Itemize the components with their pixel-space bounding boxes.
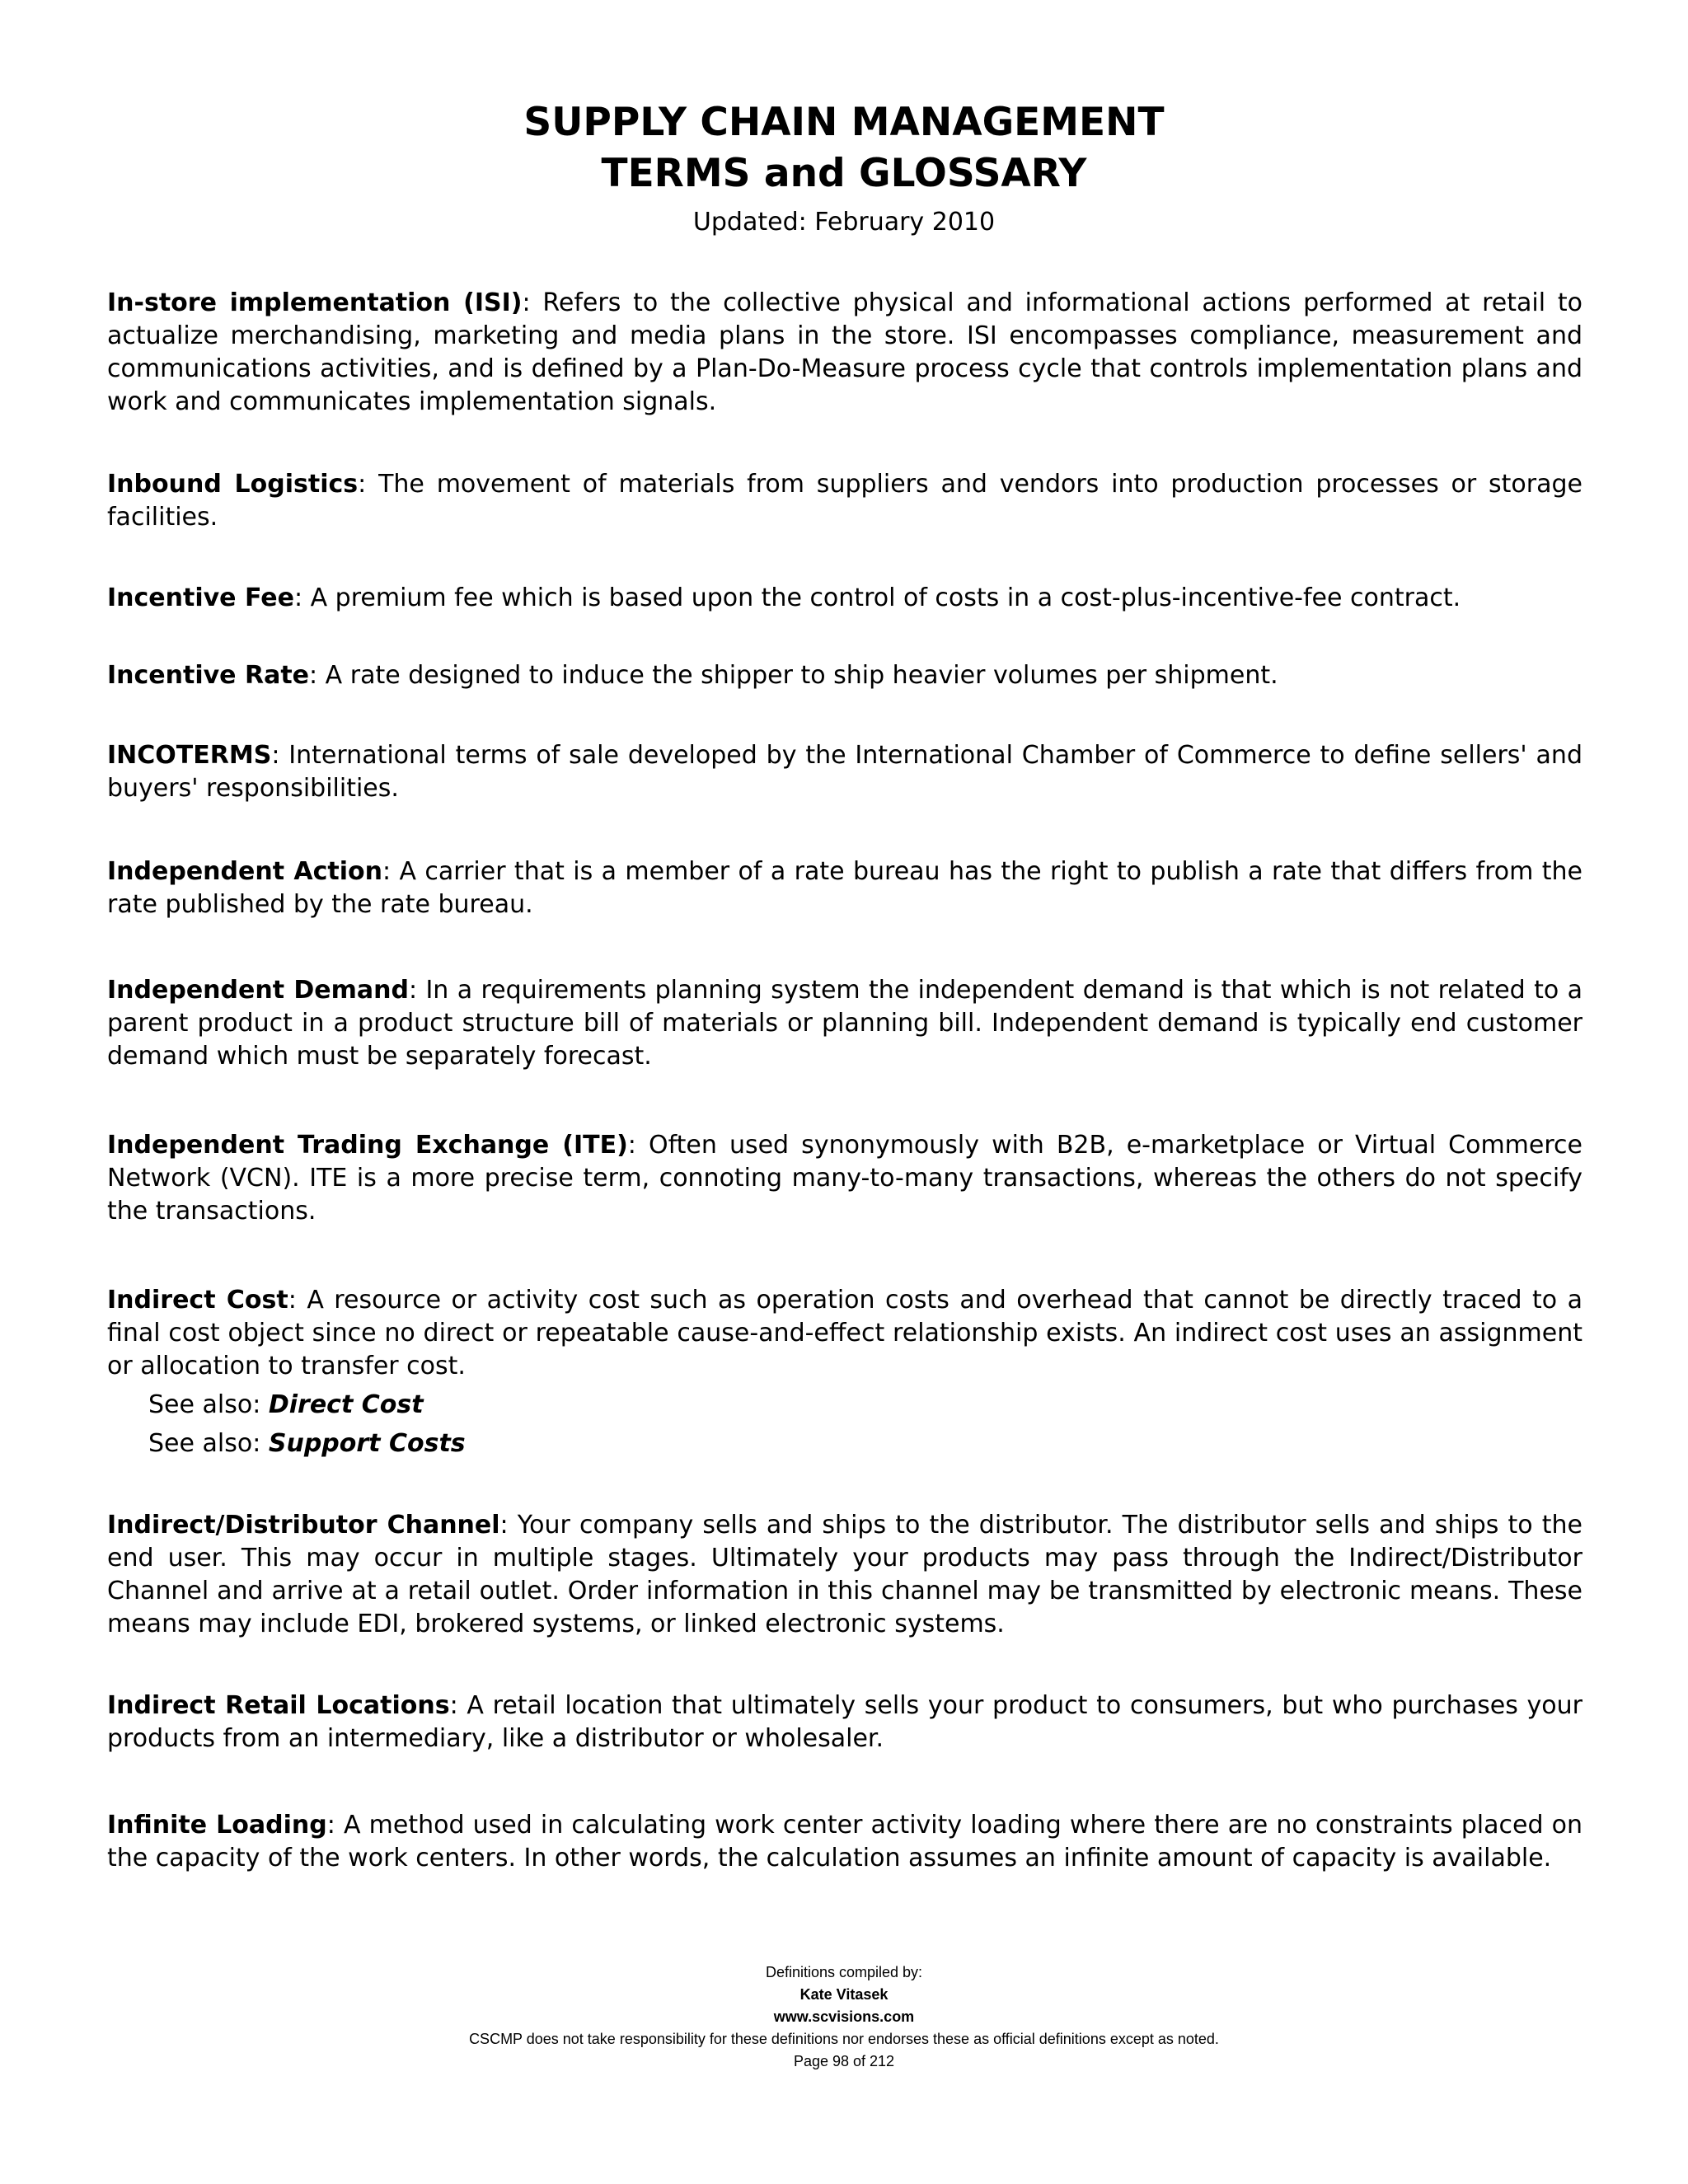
updated-date: Updated: February 2010 — [692, 208, 996, 237]
definition: A retail location that ultimately sells your product to consumers, but who purchases your products from an intermediary, like a distributor or wholesaler. — [107, 1691, 1583, 1753]
see-also-label: See also: — [148, 1429, 261, 1458]
definition: A resource or activity cost such as operation costs and overhead that cannot be directly traced to a final cost object since no direct or repeatable cause-and-effect relationship exists. An indirect cost uses an assignment or allocation to transfer cost. — [107, 1286, 1583, 1380]
page-number: Page 98 of 212 — [793, 2053, 895, 2069]
page-title — [0, 97, 1688, 199]
term: In-store implementation (ISI) — [107, 288, 523, 317]
term: Independent Trading Exchange (ITE) — [107, 1131, 628, 1160]
term: Indirect Retail Locations — [107, 1691, 450, 1720]
see-also-link[interactable]: Support Costs — [268, 1429, 466, 1458]
definition: The movement of materials from suppliers and vendors into production processes or storage facilities. — [107, 470, 1582, 532]
see-also-label: See also: — [148, 1390, 261, 1419]
glossary-entry-indirect-distributor-channel: Indirect/Distributor Channel: Your company sells and ships to the distributor. The distributor sells and ships to the end user. This may occur in multiple stages. Ultimately your products may pass through the Indirect/Distributor Channel and arrive at a retail outlet. Order information in this channel may be transmitted by electronic means. These means may include EDI, brokered systems, or linked electronic systems. — [107, 1511, 1582, 1638]
see-also-direct-cost — [148, 1389, 424, 1422]
definition: A carrier that is a member of a rate bureau has the right to publish a rate that differs from the rate published by the rate bureau. — [107, 857, 1583, 919]
glossary-entry-incentive-rate: Incentive Rate: A rate designed to induce the shipper to ship heavier volumes per shipment. — [107, 661, 1278, 690]
definition: Often used synonymously with B2B, e-marketplace or Virtual Commerce Network (VCN). ITE is a more precise term, connoting many-to-many transactions, whereas the others do not specify the transactions. — [107, 1131, 1582, 1226]
term: Indirect Cost — [107, 1286, 288, 1315]
glossary-entry-indirect-retail-locations: Indirect Retail Locations: A retail location that ultimately sells your product to consumers, but who purchases your products from an intermediary, like a distributor or wholesaler. — [107, 1691, 1583, 1753]
see-also-link[interactable]: Direct Cost — [268, 1390, 424, 1419]
term: Incentive Rate — [107, 661, 310, 690]
see-also-support-costs — [148, 1427, 466, 1460]
footer-website[interactable]: www.scvisions.com — [773, 2008, 915, 2025]
footer-author: Kate Vitasek — [799, 1986, 889, 2003]
definition: In a requirements planning system the independent demand is that which is not related to a parent product in a product structure bill of materials or planning bill. Independent demand is typically end customer demand which must be separately forecast. — [107, 976, 1582, 1071]
glossary-entry-incentive-fee: Incentive Fee: A premium fee which is based upon the control of costs in a cost-plus-incentive-fee contract. — [107, 583, 1461, 612]
title-line-2: TERMS and GLOSSARY — [601, 151, 1087, 196]
definition: A premium fee which is based upon the control of costs in a cost-plus-incentive-fee contract. — [310, 583, 1461, 612]
glossary-entry-independent-demand: Independent Demand: In a requirements planning system the independent demand is that which is not related to a parent product in a product structure bill of materials or planning bill. Independent demand is typically end customer demand which must be separately forecast. — [107, 976, 1582, 1071]
glossary-entry-isi: In-store implementation (ISI): Refers to the collective physical and informational actions performed at retail to actualize merchandising, marketing and media plans in the store. ISI encompasses compliance, measurement and communications activities, and is defined by a Plan-Do-Measure process cycle that controls implementation plans and work and communicates implementation signals. — [107, 288, 1582, 416]
term: Independent Demand — [107, 976, 409, 1005]
term: Incentive Fee — [107, 583, 294, 612]
glossary-entry-independent-action: Independent Action: A carrier that is a member of a rate bureau has the right to publish a rate that differs from the rate published by the rate bureau. — [107, 857, 1583, 919]
footer-compiled-by: Definitions compiled by: — [765, 1964, 923, 1980]
glossary-entry-inbound-logistics: Inbound Logistics: The movement of materials from suppliers and vendors into production processes or storage facilities. — [107, 470, 1582, 532]
glossary-entry-incoterms: INCOTERMS: International terms of sale developed by the International Chamber of Commerce to define sellers' and buyers' responsibilities. — [107, 741, 1582, 803]
term: Infinite Loading — [107, 1811, 327, 1840]
term: Inbound Logistics — [107, 470, 359, 499]
definition: A rate designed to induce the shipper to ship heavier volumes per shipment. — [325, 661, 1278, 690]
definition: International terms of sale developed by the International Chamber of Commerce to define sellers' and buyers' responsibilities. — [107, 741, 1582, 803]
definition: A method used in calculating work center activity loading where there are no constraints placed on the capacity of the work centers. In other words, the calculation assumes an infinite amount of capacity is available. — [107, 1811, 1583, 1872]
definition: Your company sells and ships to the distributor. The distributor sells and ships to the end user. This may occur in multiple stages. Ultimately your products may pass through the Indirect/Distributor Channel and arrive at a retail outlet. Order information in this channel may be transmitted by electronic means. These means may include EDI, brokered systems, or linked electronic systems. — [107, 1511, 1582, 1638]
title-line-1: SUPPLY CHAIN MANAGEMENT — [523, 100, 1165, 145]
glossary-entry-indirect-cost: Indirect Cost: A resource or activity cost such as operation costs and overhead that cannot be directly traced to a final cost object since no direct or repeatable cause-and-effect relationship exists. An indirect cost uses an assignment or allocation to transfer cost. — [107, 1286, 1583, 1380]
term: Indirect/Distributor Channel — [107, 1511, 500, 1540]
term: INCOTERMS — [107, 741, 272, 770]
footer-disclaimer: CSCMP does not take responsibility for these definitions nor endorses these as official definitions except as noted. — [469, 2031, 1219, 2047]
glossary-entry-infinite-loading: Infinite Loading: A method used in calculating work center activity loading where there are no constraints placed on the capacity of the work centers. In other words, the calculation assumes an infinite amount of capacity is available. — [107, 1811, 1583, 1872]
glossary-entry-ite: Independent Trading Exchange (ITE): Often used synonymously with B2B, e-marketplace or Virtual Commerce Network (VCN). ITE is a more precise term, connoting many-to-many transactions, whereas the others do not specify the transactions. — [107, 1131, 1582, 1226]
term: Independent Action — [107, 857, 382, 886]
definition: Refers to the collective physical and informational actions performed at retail to actualize merchandising, marketing and media plans in the store. ISI encompasses compliance, measurement and communications activities, and is defined by a Plan-Do-Measure process cycle that controls implementation plans and work and communicates implementation signals. — [107, 288, 1582, 416]
